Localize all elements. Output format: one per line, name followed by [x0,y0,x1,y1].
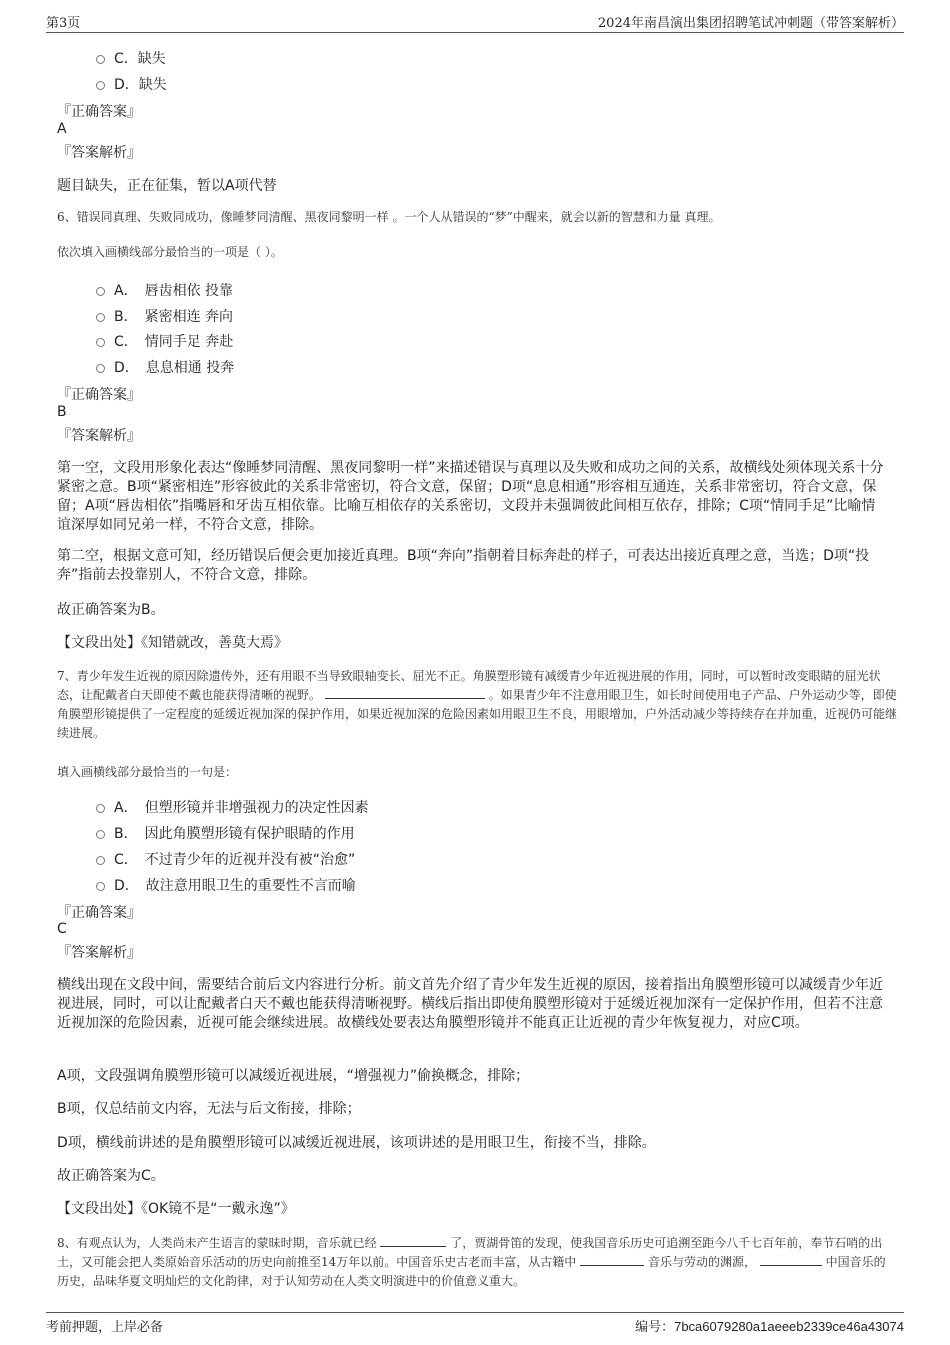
radio-icon[interactable] [96,55,105,64]
q5-option-c[interactable] [96,48,166,68]
q5-analysis-label: 『答案解析』 [57,145,141,161]
option-label: B． 紧密相连 奔向 [114,309,234,325]
radio-icon[interactable] [96,287,105,296]
q7-source: 【文段出处】《OK镜不是“一戴永逸”》 [57,1201,295,1217]
radio-icon[interactable] [96,804,105,813]
option-label: D．缺失 [114,77,167,93]
option-label: C．缺失 [114,51,166,67]
q7-prompt: 填入画横线部分最恰当的一句是： [57,765,238,779]
q7-answer-label: 『正确答案』 [57,905,141,921]
q6-option-a[interactable] [96,280,233,300]
q7-stem [57,667,897,743]
radio-icon[interactable] [96,338,105,347]
q7-stem-part-b: 。如果青少年不注意用眼卫生，如长时间使用电子产品、户外运动少等，即使角膜塑形镜提供了一定程度的延缓近视加深的保护作用，如果近视加深的危险因素如用眼卫生不良，用眼增加，户外活动减少等持续存在并加重，近视仍可能继续进展。 [57,688,898,740]
option-label: D． 故注意用眼卫生的重要性不言而喻 [114,878,356,894]
q8-stem-part-a: 8、有观点认为，人类尚未产生语言的蒙昧时期，音乐就已经 [57,1236,377,1250]
option-label: C． 情同手足 奔赴 [114,334,234,350]
q7-option-a[interactable] [96,797,369,817]
footer-code [635,1316,904,1335]
q7-analysis-1: 横线出现在文段中间，需要结合前后文内容进行分析。前文首先介绍了青少年发生近视的原因，接着指出角膜塑形镜可以减缓青少年近视进展，同时，可以让配戴者白天不戴也能获得清晰视野。横线后指出即使角膜塑形镜对于延缓近视加深有一定保护作用，但若不注意近视加深的危险因素，近视可能会继续进展。故横线处要表达角膜塑形镜并不能真正让近视的青少年恢复视力，对应C项。 [57,977,883,1031]
q5-answer: A [57,121,67,137]
q7-analysis-d: D项，横线前讲述的是角膜塑形镜可以减缓近视进展，该项讲述的是用眼卫生，衔接不当，排除。 [57,1135,656,1151]
q7-option-c[interactable] [96,849,355,869]
q8-stem-part-d: 中国音乐的历史，品味华夏文明灿烂的文化韵律，对于认知劳动在人类文明演进中的价值意义重大。 [57,1255,886,1288]
document-title: 2024年南昌演出集团招聘笔试冲刺题（带答案解析） [597,16,904,31]
q6-analysis-1: 第一空，文段用形象化表达“像睡梦同清醒、黑夜同黎明一样”来描述错误与真理以及失败和成功之间的关系，故横线处须体现关系十分紧密之意。B项“紧密相连”形容彼此的关系非常密切，符合文意，保留；D项“息息相通”形容相互通连，关系非常密切，符合文意，保留；A项“唇齿相依”指嘴唇和牙齿互相依靠。比喻互相依存的关系密切，文段并未强调彼此间相互依存，排除；C项“情同手足”比喻情谊深厚如同兄弟一样，不符合文意，排除。 [57,460,884,533]
option-label: B． 因此角膜塑形镜有保护眼睛的作用 [114,826,355,842]
option-label: A． 唇齿相依 投靠 [114,283,234,299]
q6-answer: B [57,404,67,420]
q7-analysis-a: A项，文段强调角膜塑形镜可以减缓近视进展，“增强视力”偷换概念，排除； [57,1068,530,1084]
q7-option-b[interactable] [96,823,355,843]
q6-option-b[interactable] [96,306,233,326]
q6-option-d[interactable] [96,357,234,377]
q7-analysis-b: B项，仅总结前文内容，无法与后文衔接，排除； [57,1101,361,1117]
q8-stem [57,1234,897,1291]
q6-stem: 6、错误同真理、失败同成功，像睡梦同清醒、黑夜同黎明一样 。一个人从错误的“梦”中醒来，就会以新的智慧和力量 真理。 [57,210,721,224]
option-label: D． 息息相通 投奔 [114,360,235,376]
q7-answer: C [57,921,67,937]
q5-answer-label: 『正确答案』 [57,104,141,120]
radio-icon[interactable] [96,830,105,839]
fill-blank [325,686,485,699]
radio-icon[interactable] [96,882,105,891]
q8-stem-part-c: 音乐与劳动的渊源， [647,1255,756,1269]
q7-option-d[interactable] [96,875,356,895]
q6-conclusion: 故正确答案为B。 [57,602,165,618]
radio-icon[interactable] [96,856,105,865]
footer-divider [46,1312,904,1313]
q8-stem-part-b: 了，贾湖骨笛的发现，使我国音乐历史可追溯至距今八千七百年前，奉节石哨的出土，又可能会把人类原始音乐活动的历史向前推至14万年以前。中国音乐史古老而丰富，从古籍中 [57,1236,883,1269]
footer-slogan: 考前押题，上岸必备 [46,1320,164,1335]
radio-icon[interactable] [96,81,105,90]
q5-option-d[interactable] [96,74,167,94]
q6-prompt: 依次填入画横线部分最恰当的一项是（ ）。 [57,245,283,259]
option-label: C． 不过青少年的近视并没有被“治愈” [114,852,356,868]
q6-analysis-label: 『答案解析』 [57,428,141,444]
radio-icon[interactable] [96,313,105,322]
footer-code-value: 7bca6079280a1aeeeb2339ce46a43074 [674,1319,904,1334]
q7-conclusion: 故正确答案为C。 [57,1168,165,1184]
q5-analysis: 题目缺失，正在征集，暂以A项代替 [57,178,277,194]
q6-option-c[interactable] [96,331,233,351]
option-label: A． 但塑形镜并非增强视力的决定性因素 [114,800,369,816]
fill-blank [580,1253,644,1266]
page-number: 第3页 [46,16,81,31]
q6-analysis-2: 第二空，根据文意可知，经历错误后便会更加接近真理。B项“奔向”指朝着目标奔赴的样子，可表达出接近真理之意，当选；D项“投奔”指前去投靠别人，不符合文意，排除。 [57,548,870,583]
q7-stem-part-a: 7、青少年发生近视的原因除遗传外，还有用眼不当导致眼轴变长、屈光不正。角膜塑形镜有减缓青少年近视进展的作用，同时，可以暂时改变眼睛的屈光状态，让配戴者白天即使不戴也能获得清晰的视野。 [57,669,881,702]
q6-answer-label: 『正确答案』 [57,387,141,403]
footer-code-label: 编号： [635,1320,675,1335]
header-divider [46,32,904,33]
fill-blank [380,1234,446,1247]
radio-icon[interactable] [96,364,105,373]
fill-blank [760,1253,822,1266]
q6-source: 【文段出处】《知错就改，善莫大焉》 [57,635,288,651]
q7-analysis-label: 『答案解析』 [57,945,141,961]
